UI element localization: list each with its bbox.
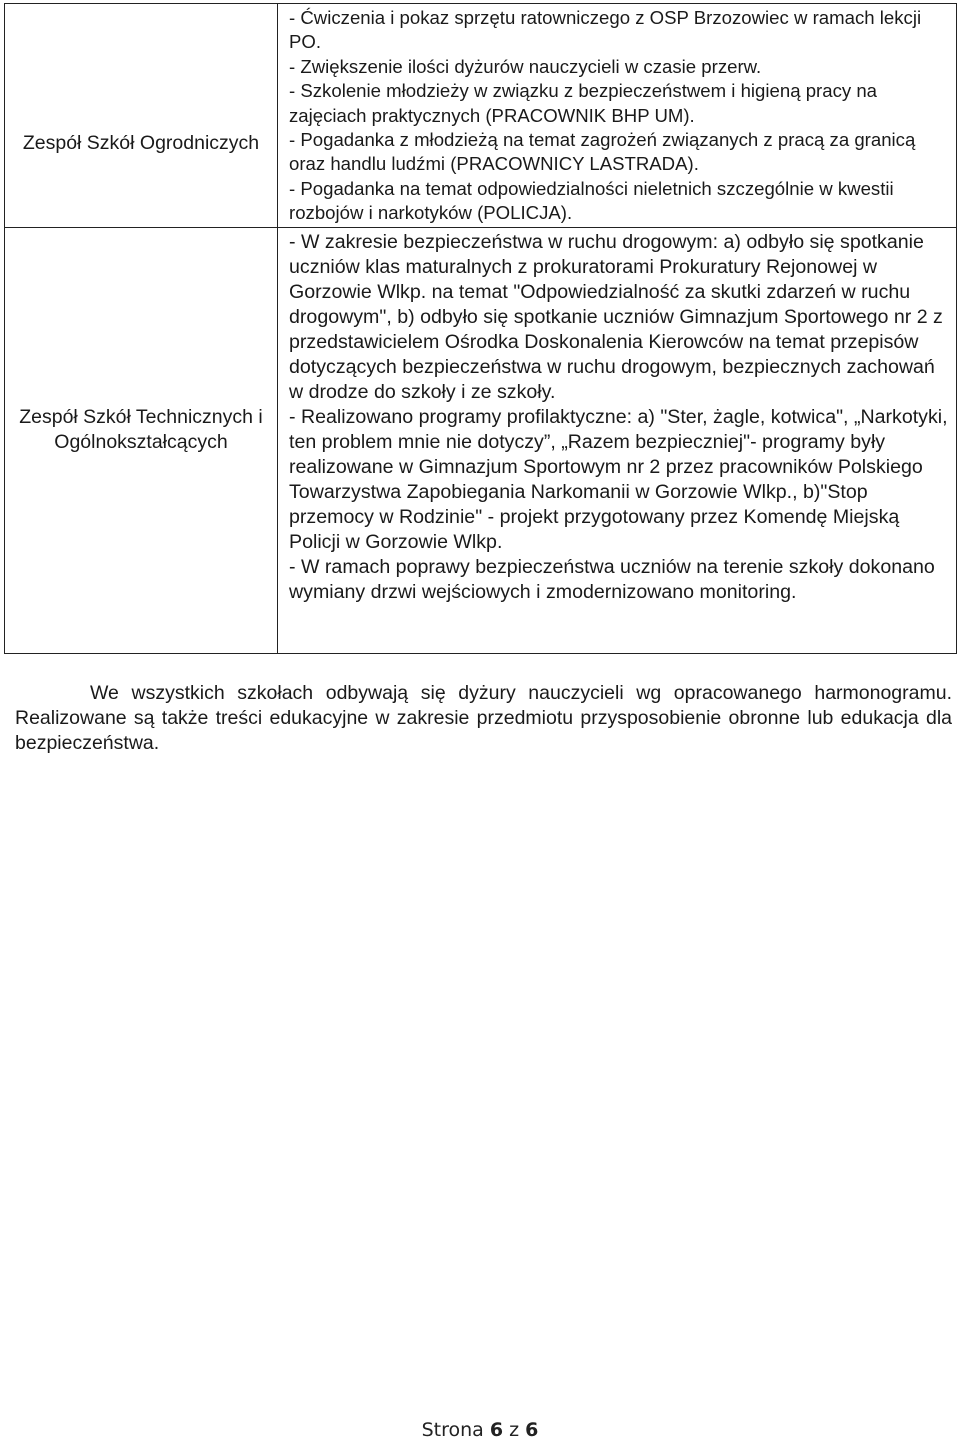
page-label: Strona	[421, 1419, 484, 1441]
school-cell	[5, 228, 278, 654]
table-row	[5, 4, 957, 228]
school-name: Zespół Szkół Technicznych i Ogólnokształcących	[19, 406, 263, 453]
activity-item: - W ramach poprawy bezpieczeństwa uczniów na terenie szkoły dokonano wymiany drzwi wejściowych i zmodernizowano monitoring.	[289, 556, 935, 603]
page-footer	[0, 1418, 960, 1442]
activity-item: - Szkolenie młodzieży w związku z bezpieczeństwem i higieną pracy na zajęciach praktycznych (PRACOWNIK BHP UM).	[289, 80, 878, 126]
page-current: 6	[489, 1419, 504, 1441]
activities-cell	[278, 228, 957, 654]
activity-item: - Ćwiczenia i pokaz sprzętu ratowniczego z OSP Brzozowiec w ramach lekcji PO.	[289, 7, 922, 53]
table-row	[5, 228, 957, 654]
page-total: 6	[525, 1419, 539, 1441]
activity-item: - Pogadanka na temat odpowiedzialności nieletnich szczególnie w kwestii rozbojów i narkotyków (POLICJA).	[289, 177, 894, 224]
page-separator: z	[509, 1419, 520, 1441]
activity-item: - Zwiększenie ilości dyżurów nauczycieli w czasie przerw.	[289, 55, 762, 77]
school-cell	[5, 4, 278, 228]
activities-cell	[278, 4, 957, 228]
school-name: Zespół Szkół Ogrodniczych	[22, 132, 260, 154]
activity-item: - W zakresie bezpieczeństwa w ruchu drogowym: a) odbyło się spotkanie uczniów klas maturalnych z prokuratorami Prokuratury Rejonowej w Gorzowie Wlkp. na temat "Odpowiedzialność za skutki zdarzeń w ruchu drogowym", b) odbyło się spotkanie uczniów Gimnazjum Sportowego nr 2 z przedstawicielem Ośrodka Doskonalenia Kierowców na temat przepisów dotyczących bezpieczeństwa w ruchu drogowym, bezpiecznych zachowań w drodze do szkoły i ze szkoły.	[289, 231, 943, 403]
activity-item: - Realizowano programy profilaktyczne: a) "Ster, żagle, kotwica", „Narkotyki, ten problem mnie nie dotyczy”, „Razem bezpieczniej"- programy były realizowane w Gimnazjum Sportowym nr 2 przez pracowników Polskiego Towarzystwa Zapobiegania Narkomanii w Gorzowie Wlkp., b)"Stop przemocy w Rodzinie" - projekt przygotowany przez Komendę Miejską Policji w Gorzowie Wlkp.	[289, 406, 948, 553]
summary-paragraph: We wszystkich szkołach odbywają się dyżury nauczycieli wg opracowanego harmonogramu. Realizowane są także treści edukacyjne w zakresie przedmiotu przysposobienie obronne lub edukacja dla bezpieczeństwa.	[15, 682, 952, 754]
activity-item: - Pogadanka z młodzieżą na temat zagrożeń związanych z pracą za granicą oraz handlu ludźmi (PRACOWNICY LASTRADA).	[289, 129, 916, 175]
activities-table	[4, 3, 957, 654]
